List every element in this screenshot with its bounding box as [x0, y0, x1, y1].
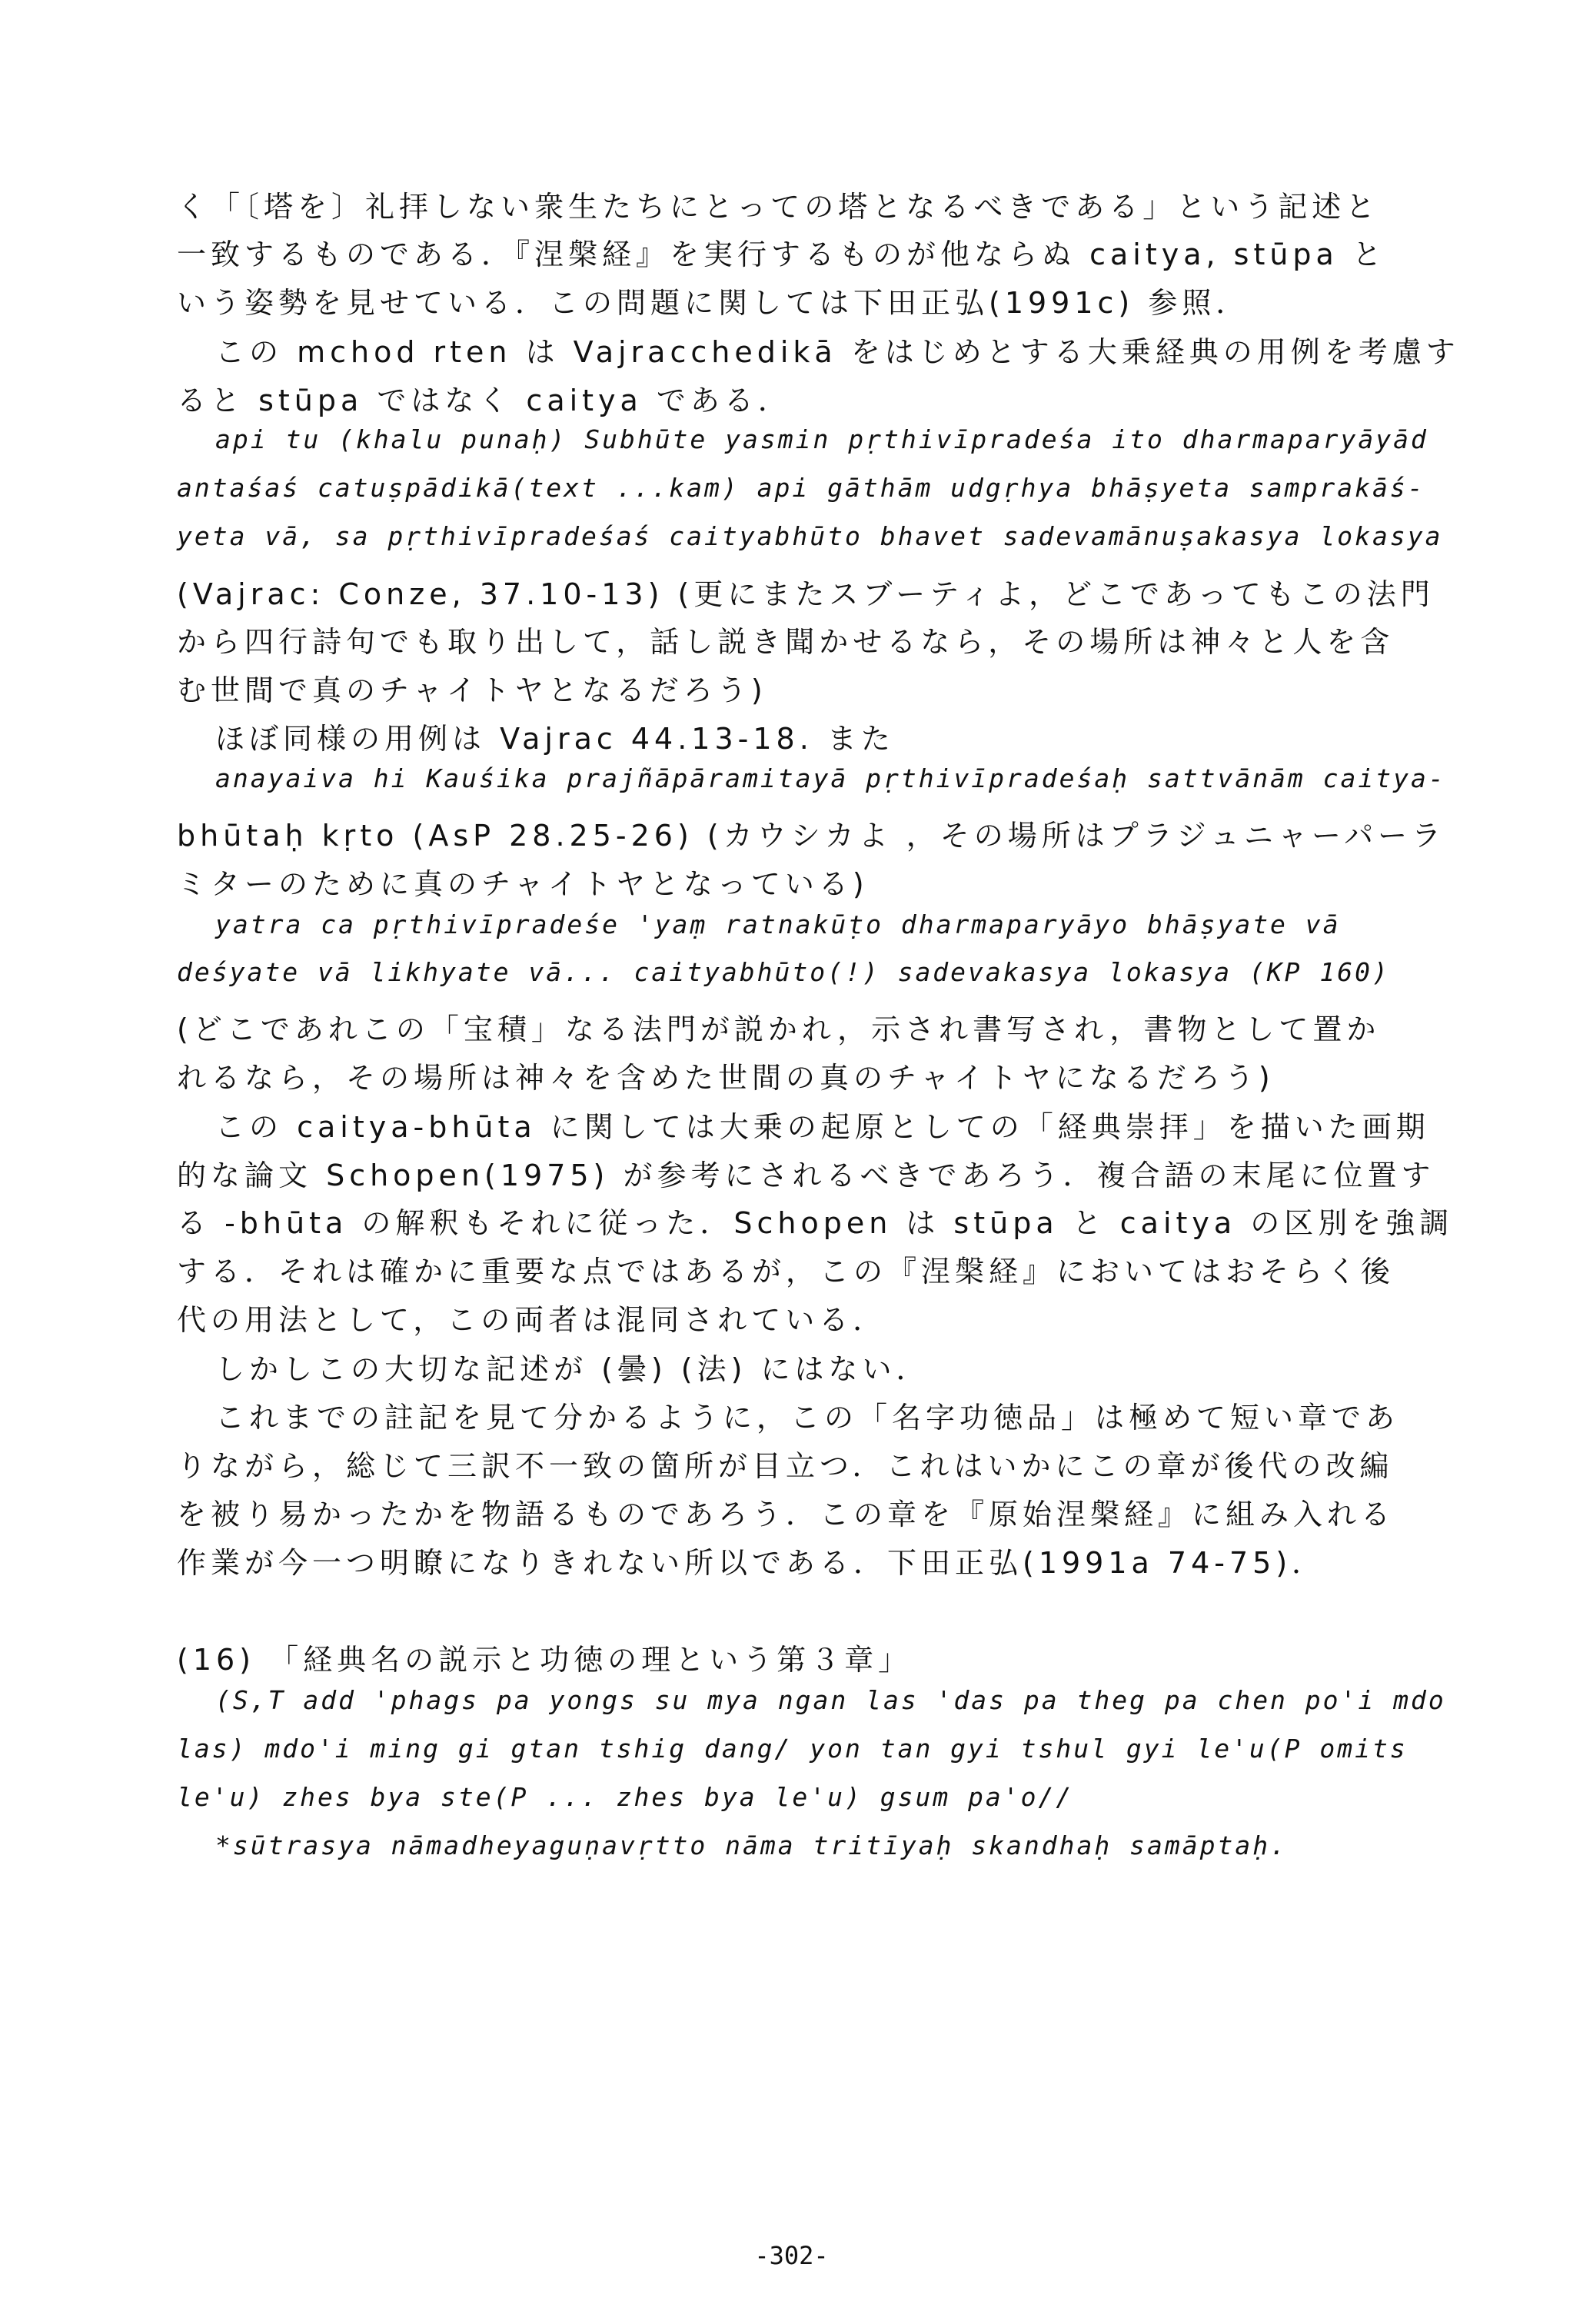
text-line: (16) 「経典名の説示と功徳の理という第３章」 — [177, 1643, 913, 1677]
text-line: le'u) zhes bya ste(P ... zhes bya le'u) gsum pa'o// — [177, 1782, 1074, 1812]
text-line: む世間で真のチャイトヤとなるだろう) — [177, 673, 767, 707]
text-line: ると stūpa ではなく caitya である． — [177, 384, 792, 417]
text-line: を被り易かったかを物語るものであろう．この章を『原始涅槃経』に組み入れる — [177, 1498, 1395, 1531]
page-number: -302- — [754, 2241, 829, 2270]
text-line: (Vajrac: Conze, 37.10-13) (更にまたスブーティよ，どこであってもこの法門 — [177, 577, 1435, 611]
text-line: りながら，総じて三訳不一致の箇所が目立つ．これはいかにこの章が後代の改編 — [177, 1449, 1394, 1483]
text-line: く「〔塔を〕礼拝しない衆生たちにとっての塔となるべきである」という記述と — [177, 190, 1380, 224]
text-line: る -bhūta の解釈もそれに従った．Schopen は stūpa と caitya の区別を強調 — [177, 1206, 1454, 1240]
text-line: (S,T add 'phags pa yongs su mya ngan las 'das pa theg pa chen po'i mdo — [215, 1685, 1446, 1715]
text-line: この caitya-bhūta に関しては大乗の起原としての「経典崇拝」を描いた画期 — [215, 1110, 1430, 1144]
text-line: deśyate vā likhyate vā... caityabhūto(!) sadevakasya lokasya (KP 160) — [177, 957, 1390, 987]
text-line: (どこであれこの「宝積」なる法門が説かれ，示され書写され，書物として置か — [177, 1012, 1381, 1046]
text-line: ミターのために真のチャイトヤとなっている) — [177, 867, 869, 901]
text-line: 作業が今一つ明瞭になりきれない所以である．下田正弘(1991a 74-75)． — [177, 1546, 1326, 1580]
text-line: する．それは確かに重要な点ではあるが，この『涅槃経』においてはおそらく後 — [177, 1255, 1395, 1288]
text-line: これまでの註記を見て分かるように，この「名字功徳品」は極めて短い章であ — [215, 1401, 1400, 1435]
text-line: 的な論文 Schopen(1975) が参考にされるべきであろう．複合語の末尾に位置す — [177, 1159, 1435, 1192]
text-line: las) mdo'i ming gi gtan tshig dang/ yon tan gyi tshul gyi le'u(P omits — [177, 1734, 1408, 1764]
text-line: この mchod rten は Vajracchedikā をはじめとする大乗経典の用例を考慮す — [215, 335, 1460, 369]
text-line: れるなら，その場所は神々を含めた世間の真のチャイトヤになるだろう) — [177, 1061, 1275, 1095]
text-line: 代の用法として，この両者は混同されている． — [177, 1303, 887, 1337]
text-line: から四行詩句でも取り出して，話し説き聞かせるなら，その場所は神々と人を含 — [177, 625, 1395, 659]
text-line: bhūtaḥ kṛto (AsP 28.25-26) (カウシカよ ，その場所はプラジュニャーパーラ — [177, 819, 1446, 853]
text-line: しかしこの大切な記述が (曇) (法) にはない． — [215, 1352, 930, 1386]
text-line: anayaiva hi Kauśika prajñāpāramitayā pṛthivīpradeśaḥ sattvānām caitya- — [215, 763, 1446, 793]
text-line: antaśaś catuṣpādikā(text ...kam) api gāthām udgṛhya bhāṣyeta samprakāś- — [177, 473, 1425, 503]
text-line: *sūtrasya nāmadheyaguṇavṛtto nāma tritīyaḥ skandhaḥ samāptaḥ. — [215, 1830, 1288, 1860]
text-line: ほぼ同様の用例は Vajrac 44.13-18. また — [215, 722, 895, 756]
text-line: yeta vā, sa pṛthivīpradeśaś caityabhūto bhavet sadevamānuṣakasya lokasya — [177, 521, 1443, 551]
text-line: 一致するものである．『涅槃経』を実行するものが他ならぬ caitya, stūpa と — [177, 238, 1386, 271]
text-line: api tu (khalu punaḥ) Subhūte yasmin pṛthivīpradeśa ito dharmaparyāyād — [215, 424, 1428, 454]
text-line: いう姿勢を見せている．この問題に関しては下田正弘(1991c) 参照． — [177, 286, 1250, 320]
text-line: yatra ca pṛthivīpradeśe 'yaṃ ratnakūṭo dharmaparyāyo bhāṣyate vā — [215, 909, 1341, 939]
